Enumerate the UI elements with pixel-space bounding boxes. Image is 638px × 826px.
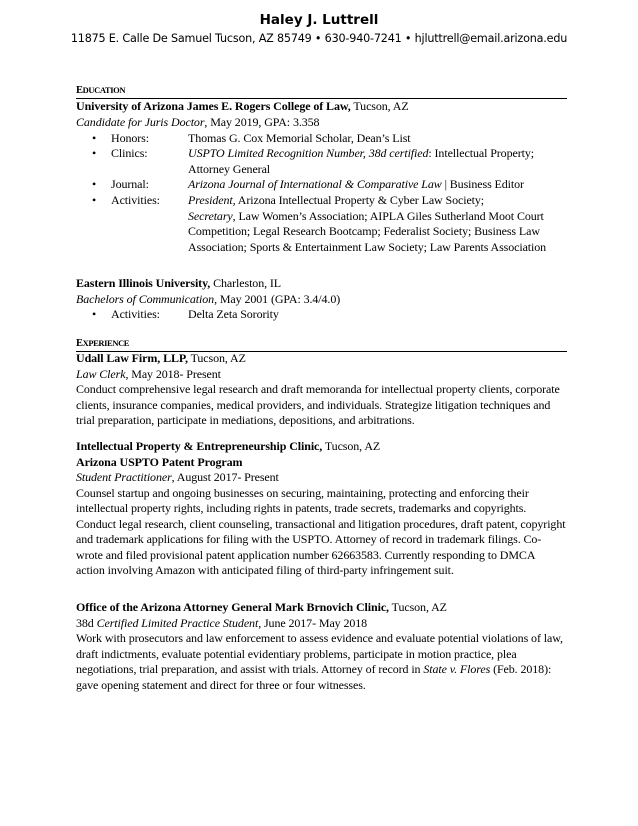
activities-value bbox=[188, 193, 566, 255]
bullet-icon: • bbox=[92, 146, 97, 160]
honors-value: Thomas G. Cox Memorial Scholar, Dean’s List bbox=[188, 131, 411, 145]
bullet-icon: • bbox=[92, 131, 97, 145]
ip-clinic-description: Counsel startup and ongoing businesses on securing, maintaining, protecting and enforcing their intellectual property rights, including rights in patents, trade secrets, trademarks and copyrights. Conduct legal research, client counseling, transactional and litigation procedures, draft patent, copyright and trademark applications for filing with the USPTO. Attorney of record in trademark filings. Co-wrote and filed provisional patent application number 62663583. Currently responding to DMCA action involving Amazon with anticipated filing of third-party infringement suit. bbox=[76, 485, 566, 577]
contact-line: 11875 E. Calle De Samuel Tucson, AZ 85749 • 630-940-7241 • hjluttrell@email.arizona.edu bbox=[70, 32, 568, 45]
candidate-name: Haley J. Luttrell bbox=[259, 12, 379, 28]
udall-role: Law Clerk bbox=[76, 366, 126, 381]
udall-location: Tucson, AZ bbox=[187, 351, 246, 365]
journal-label: Journal: bbox=[111, 177, 149, 191]
udall-description: Conduct comprehensive legal research and draft memoranda for intellectual property clients, corporate clients, insurance companies, medical providers, and individuals. Strategize litigation techniques and trial preparation, participate in mediations, depositions, and arbitrations. bbox=[76, 382, 560, 427]
clinics-value bbox=[188, 146, 566, 177]
ag-desc-part-2: (Feb. 2018): gave opening statement and direct for three or four witnesses. bbox=[76, 662, 552, 692]
activities-president: President, bbox=[188, 193, 236, 207]
ua-degree-details: , May 2019, GPA: 3.358 bbox=[204, 114, 320, 129]
experience-heading-initial: E bbox=[76, 338, 83, 349]
ua-school: University of Arizona James E. Rogers College of Law, bbox=[76, 99, 351, 113]
clinics-certification: USPTO Limited Recognition Number, 38d certified bbox=[188, 146, 429, 160]
ua-location: Tucson, AZ bbox=[350, 99, 409, 113]
eiu-location: Charleston, IL bbox=[210, 276, 282, 290]
activities-label: Activities: bbox=[111, 193, 160, 207]
education-heading bbox=[76, 84, 567, 99]
journal-value bbox=[188, 177, 566, 193]
ag-clinic-location: Tucson, AZ bbox=[388, 600, 447, 614]
ag-clinic-role-prefix: 38d bbox=[76, 615, 97, 630]
ip-clinic-dates: , August 2017- Present bbox=[171, 470, 279, 484]
clinics-list: : Intellectual Property; Attorney General bbox=[188, 146, 534, 176]
honors-label: Honors: bbox=[111, 131, 149, 145]
ag-clinic-description bbox=[76, 631, 566, 693]
ag-clinic-dates: , June 2017- May 2018 bbox=[258, 615, 368, 630]
udall-dates: , May 2018- Present bbox=[125, 366, 221, 381]
ua-degree: Candidate for Juris Doctor bbox=[76, 114, 205, 129]
ag-clinic-entry bbox=[76, 600, 566, 693]
ip-clinic-location: Tucson, AZ bbox=[322, 439, 381, 453]
education-heading-rest: DUCATION bbox=[82, 85, 126, 95]
activities-list: , Law Women’s Association; AIPLA Giles Sutherland Moot Court Competition; Legal Research Bootcamp; Federalist Society; Business Law Association; Sports & Entertainment Law Society; Law Parents Association bbox=[188, 208, 547, 254]
ip-clinic-entry bbox=[76, 439, 566, 579]
journal-name: Arizona Journal of International & Comparative Law bbox=[188, 177, 442, 191]
experience-heading-rest: XPERIENCE bbox=[82, 338, 130, 348]
ip-clinic-program: Arizona USPTO Patent Program bbox=[76, 454, 243, 469]
eiu-activities-label: Activities: bbox=[111, 307, 160, 321]
bullet-icon: • bbox=[92, 177, 97, 191]
experience-heading bbox=[76, 337, 567, 352]
udall-org: Udall Law Firm, LLP, bbox=[76, 351, 188, 365]
ag-case-name: State v. Flores bbox=[423, 662, 491, 676]
ag-desc-part-1: Work with prosecutors and law enforcement to assess evidence and evaluate potential violations of law, draft indictments, evaluate potential evidentiary problems, participate in motion practice, plea negotiations, trial preparation, and assist with trials. Attorney of record in bbox=[76, 631, 563, 676]
bullet-icon: • bbox=[92, 307, 97, 321]
ip-clinic-role: Student Practitioner bbox=[76, 470, 172, 484]
eiu-degree: Bachelors of Communication bbox=[76, 291, 215, 306]
ua-entry bbox=[76, 99, 566, 130]
ag-clinic-org: Office of the Arizona Attorney General Mark Brnovich Clinic, bbox=[76, 600, 389, 614]
journal-role: | Business Editor bbox=[441, 177, 524, 191]
eiu-activities-value: Delta Zeta Sorority bbox=[188, 307, 279, 321]
education-heading-initial: E bbox=[76, 85, 83, 96]
bullet-icon: • bbox=[92, 193, 97, 207]
activities-president-org: Arizona Intellectual Property & Cyber Law Society; bbox=[235, 193, 485, 207]
activities-secretary: Secretary bbox=[188, 208, 233, 223]
ip-clinic-org: Intellectual Property & Entrepreneurship Clinic, bbox=[76, 439, 323, 453]
udall-entry bbox=[76, 351, 566, 429]
eiu-degree-details: , May 2001 (GPA: 3.4/4.0) bbox=[214, 291, 341, 306]
eiu-entry bbox=[76, 276, 566, 307]
ag-clinic-role: Certified Limited Practice Student bbox=[96, 615, 259, 630]
clinics-label: Clinics: bbox=[111, 146, 148, 160]
eiu-school: Eastern Illinois University, bbox=[76, 276, 211, 290]
